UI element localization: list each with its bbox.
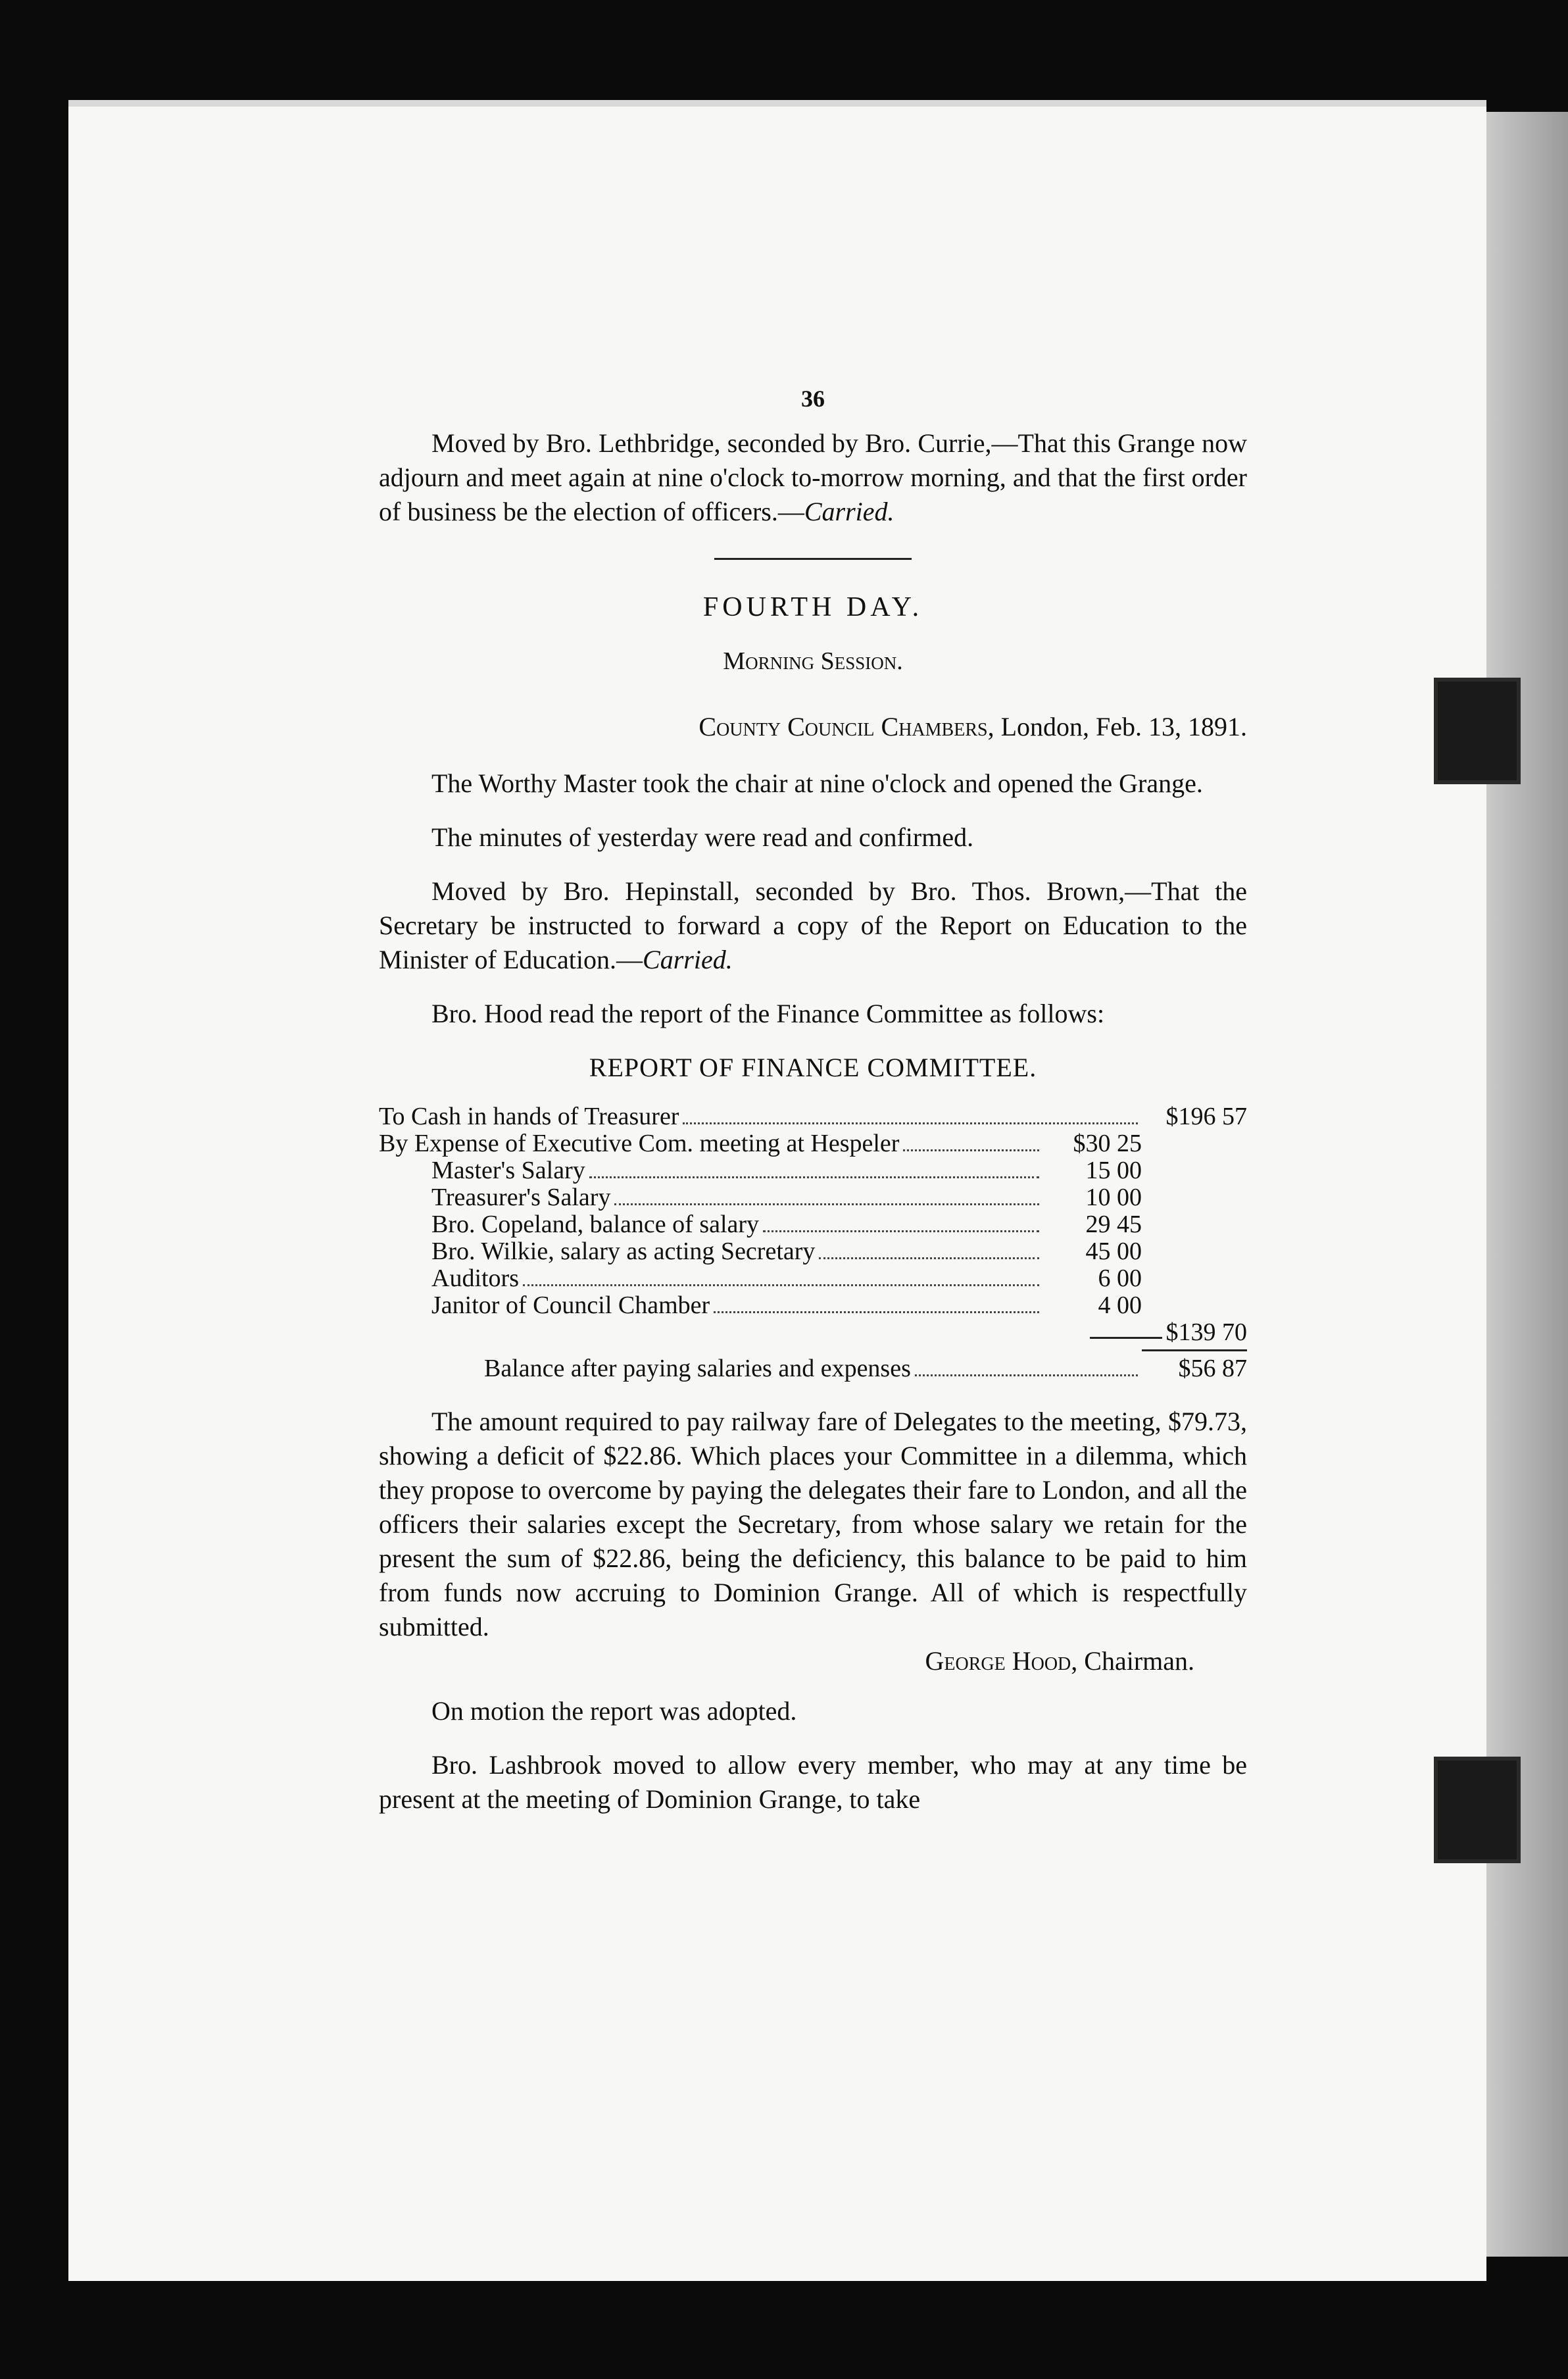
dateline-rest: , London, Feb. 13, 1891. xyxy=(987,712,1247,741)
leader-dots xyxy=(523,1284,1039,1286)
ledger-label: Bro. Wilkie, salary as acting Secretary xyxy=(431,1238,816,1265)
ledger-row xyxy=(379,1184,1247,1211)
day-heading: FOURTH DAY. xyxy=(702,592,923,622)
ledger-balance-amount: $56 87 xyxy=(1142,1349,1247,1382)
ledger-row xyxy=(379,1130,1247,1157)
ledger-row-cash xyxy=(379,1103,1247,1130)
ledger-expenses-total: $139 70 xyxy=(1165,1318,1247,1346)
section-separator xyxy=(714,558,912,560)
ledger-label: By Expense of Executive Com. meeting at Hespeler xyxy=(379,1130,900,1157)
paragraph-finance-intro: Bro. Hood read the report of the Finance Committee as follows: xyxy=(431,999,1105,1028)
ledger-row xyxy=(379,1157,1247,1184)
ledger-label: Bro. Copeland, balance of salary xyxy=(431,1211,760,1238)
dateline-place: County Council Chambers xyxy=(698,712,988,741)
ledger-row xyxy=(379,1238,1247,1265)
paragraph-minutes: The minutes of yesterday were read and confirmed. xyxy=(431,822,974,852)
education-motion-carried: Carried. xyxy=(643,945,733,974)
paragraph-lashbrook-motion: Bro. Lashbrook moved to allow every member, who may at any time be present at the meeting of Dominion Grange, to take xyxy=(379,1750,1247,1814)
ledger-balance-row xyxy=(379,1349,1247,1382)
paragraph-adopted: On motion the report was adopted. xyxy=(431,1696,797,1726)
ledger-row xyxy=(379,1292,1247,1319)
ledger-amount: 10 00 xyxy=(1085,1184,1142,1211)
ledger-row xyxy=(379,1265,1247,1292)
opening-motion-text: Moved by Bro. Lethbridge, seconded by Bro. Currie,—That this Grange now adjourn and meet again at nine o'clock to-morrow morning, and that the first order of business be the election of officers.— xyxy=(379,428,1247,526)
paragraph-chair: The Worthy Master took the chair at nine o'clock and opened the Grange. xyxy=(431,768,1203,798)
opening-motion xyxy=(379,426,1247,529)
education-motion-text: Moved by Bro. Hepinstall, seconded by Bro. Thos. Brown,—That the Secretary be instructed to forward a copy of the Report on Education to the Minister of Education.— xyxy=(379,876,1247,974)
leader-dots xyxy=(903,1149,1039,1151)
finance-ledger xyxy=(379,1103,1247,1382)
paragraph-deficit: The amount required to pay railway fare of Delegates to the meeting, $79.73, showing a deficit of $22.86. Which places your Committee in a dilemma, which they propose to overcome by paying the delegates their fare to London, and all the officers their salaries except the Secretary, from whose salary we retain for the present the sum of $22.86, being the deficiency, this balance to be paid to him from funds now accruing to Dominion Grange. All of which is respectfully submitted. xyxy=(379,1407,1247,1641)
signature-role: , Chairman. xyxy=(1071,1646,1194,1676)
ledger-label: Auditors xyxy=(431,1265,519,1292)
leader-dots xyxy=(915,1374,1138,1376)
opening-motion-carried: Carried. xyxy=(804,497,894,526)
binding-clip-top xyxy=(1434,678,1521,784)
ledger-balance-label: Balance after paying salaries and expenses xyxy=(484,1355,911,1382)
leader-dots xyxy=(683,1122,1138,1124)
paragraph-education-motion xyxy=(379,874,1247,977)
dateline xyxy=(379,710,1247,744)
leader-dots xyxy=(819,1257,1039,1259)
page-number: 36 xyxy=(801,386,825,412)
ledger-row xyxy=(379,1211,1247,1238)
ledger-amount: 15 00 xyxy=(1085,1157,1142,1184)
leader-dots xyxy=(614,1203,1039,1205)
binding-clip-bottom xyxy=(1434,1757,1521,1863)
ledger-label: Treasurer's Salary xyxy=(431,1184,611,1211)
ledger-amount: $196 57 xyxy=(1165,1103,1247,1130)
ledger-amount: 4 00 xyxy=(1098,1291,1142,1319)
page-content xyxy=(379,382,1247,1816)
ledger-label: To Cash in hands of Treasurer xyxy=(379,1103,679,1130)
signature-name: George Hood xyxy=(925,1646,1071,1676)
total-rule xyxy=(1090,1319,1162,1339)
ledger-label: Janitor of Council Chamber xyxy=(431,1291,710,1319)
ledger-amount: 45 00 xyxy=(1085,1238,1142,1265)
session-heading: Morning Session. xyxy=(723,647,903,675)
leader-dots xyxy=(763,1230,1039,1232)
signature xyxy=(379,1644,1247,1678)
ledger-label: Master's Salary xyxy=(431,1157,585,1184)
leader-dots xyxy=(714,1311,1039,1313)
ledger-amount: 29 45 xyxy=(1085,1211,1142,1238)
report-title: REPORT OF FINANCE COMMITTEE. xyxy=(589,1053,1037,1082)
ledger-amount: $30 25 xyxy=(1073,1130,1142,1157)
ledger-expenses-total-row xyxy=(379,1319,1247,1345)
ledger-amount: 6 00 xyxy=(1098,1265,1142,1292)
leader-dots xyxy=(589,1176,1039,1178)
